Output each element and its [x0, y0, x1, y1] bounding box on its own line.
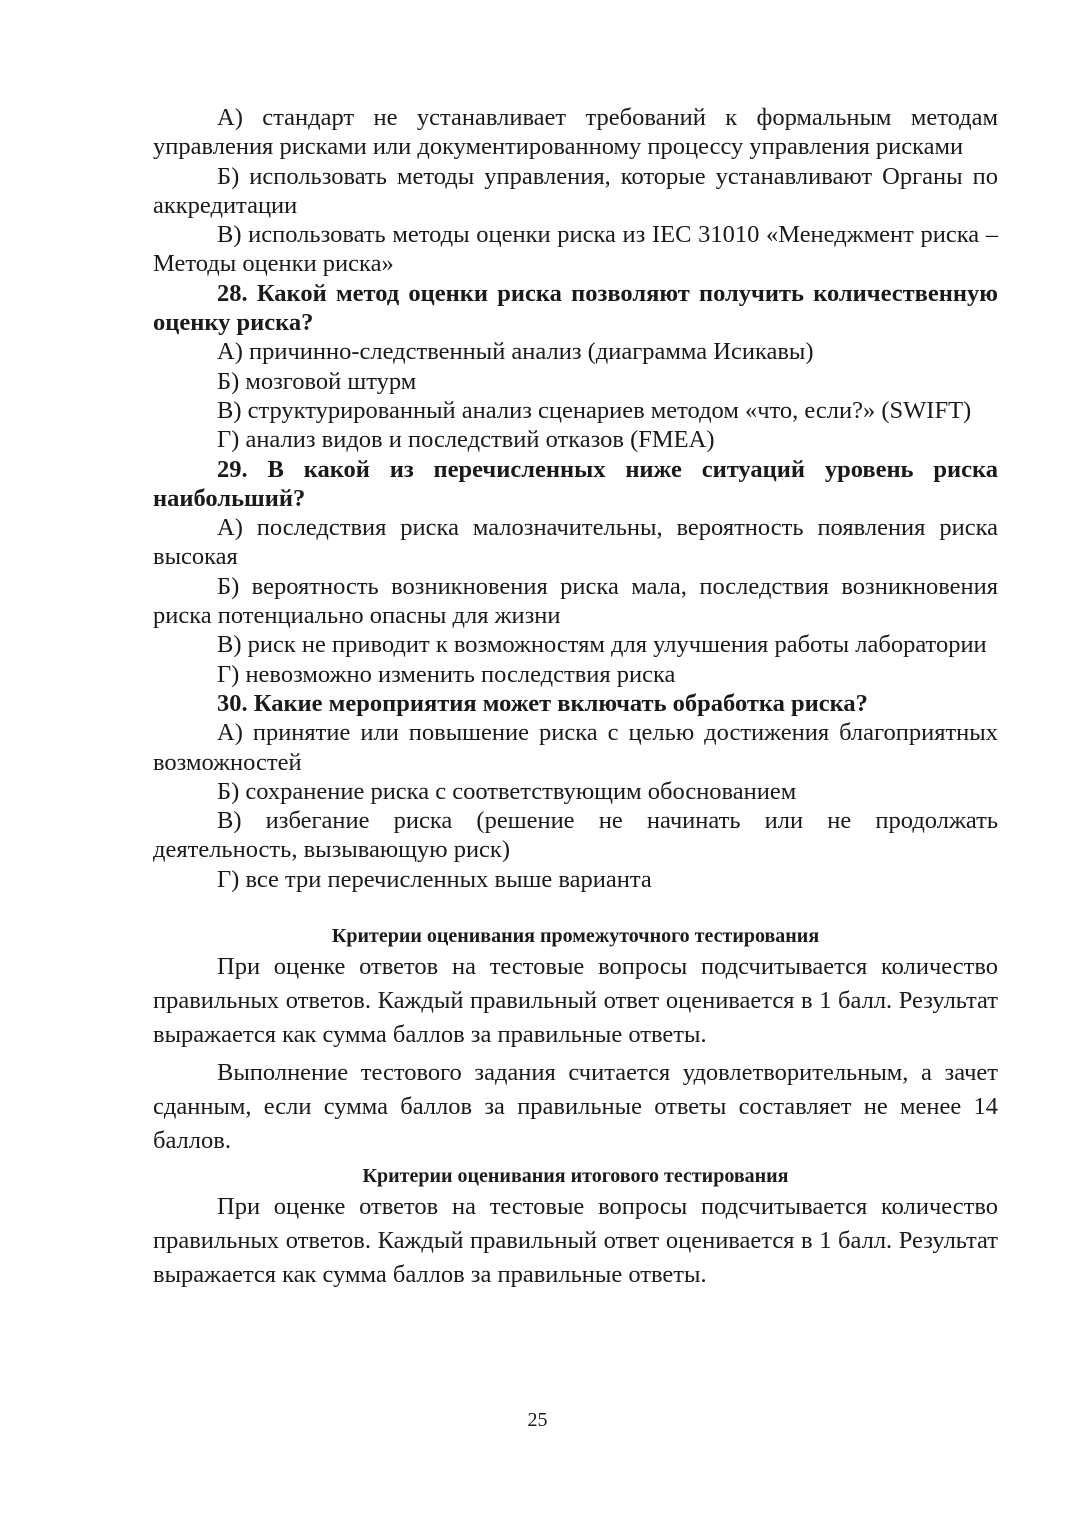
- q28-question: 28. Какой метод оценки риска позволяют получить количественную оценку риска?: [153, 279, 998, 337]
- q27-option-c: В) использовать методы оценки риска из IEC 31010 «Менеджмент риска – Методы оценки риска»: [153, 221, 998, 278]
- q29-option-b: Б) вероятность возникновения риска мала, последствия возникновения риска потенциально опасны для жизни: [153, 572, 998, 630]
- document-page: [153, 103, 998, 1292]
- q30-option-b: Б) сохранение риска с соответствующим обоснованием: [217, 777, 797, 805]
- intermediate-criteria-heading: Критерии оценивания промежуточного тестирования: [331, 925, 820, 948]
- page-number: 25: [527, 1409, 548, 1431]
- q28-option-d: Г) анализ видов и последствий отказов (FMEA): [217, 426, 715, 454]
- q29-option-c: В) риск не приводит к возможностям для улучшения работы лаборатории: [217, 631, 987, 659]
- q27-option-a: А) стандарт не устанавливает требований к формальным методам управления рисками или документированному процессу управления рисками: [153, 104, 998, 161]
- q29-option-d: Г) невозможно изменить последствия риска: [217, 660, 676, 688]
- q29-question: 29. В какой из перечисленных ниже ситуаций уровень риска наибольший?: [153, 455, 998, 512]
- q29-option-a: А) последствия риска малозначительны, вероятность появления риска высокая: [153, 514, 998, 571]
- intermediate-criteria-paragraph: При оценке ответов на тестовые вопросы подсчитывается количество правильных ответов. Каждый правильный ответ оценивается в 1 балл. Результат выражается как сумма баллов за правильные ответы.: [153, 953, 998, 1049]
- q28-option-c: В) структурированный анализ сценариев методом «что, если?» (SWIFT): [217, 396, 972, 424]
- final-criteria-paragraph: При оценке ответов на тестовые вопросы подсчитывается количество правильных ответов. Каждый правильный ответ оценивается в 1 балл. Результат выражается как сумма баллов за правильные ответы.: [153, 1193, 998, 1289]
- q30-option-c: В) избегание риска (решение не начинать или не продолжать деятельность, вызывающую риск): [153, 807, 998, 864]
- q30-option-d: Г) все три перечисленных выше варианта: [217, 865, 652, 893]
- q30-question: 30. Какие мероприятия может включать обработка риска?: [217, 689, 868, 717]
- final-criteria-heading: Критерии оценивания итогового тестирования: [362, 1165, 789, 1188]
- q28-option-b: Б) мозговой штурм: [217, 367, 417, 395]
- section-spacer: [153, 894, 998, 922]
- q28-option-a: А) причинно-следственный анализ (диаграмма Исикавы): [217, 338, 814, 366]
- q30-option-a: А) принятие или повышение риска с целью достижения благоприятных возможностей: [153, 719, 998, 776]
- q27-option-b: Б) использовать методы управления, которые устанавливают Органы по аккредитации: [153, 162, 998, 219]
- intermediate-criteria-paragraph: Выполнение тестового задания считается удовлетворительным, а зачет сданным, если сумма баллов за правильные ответы составляет не менее 14 баллов.: [153, 1059, 998, 1155]
